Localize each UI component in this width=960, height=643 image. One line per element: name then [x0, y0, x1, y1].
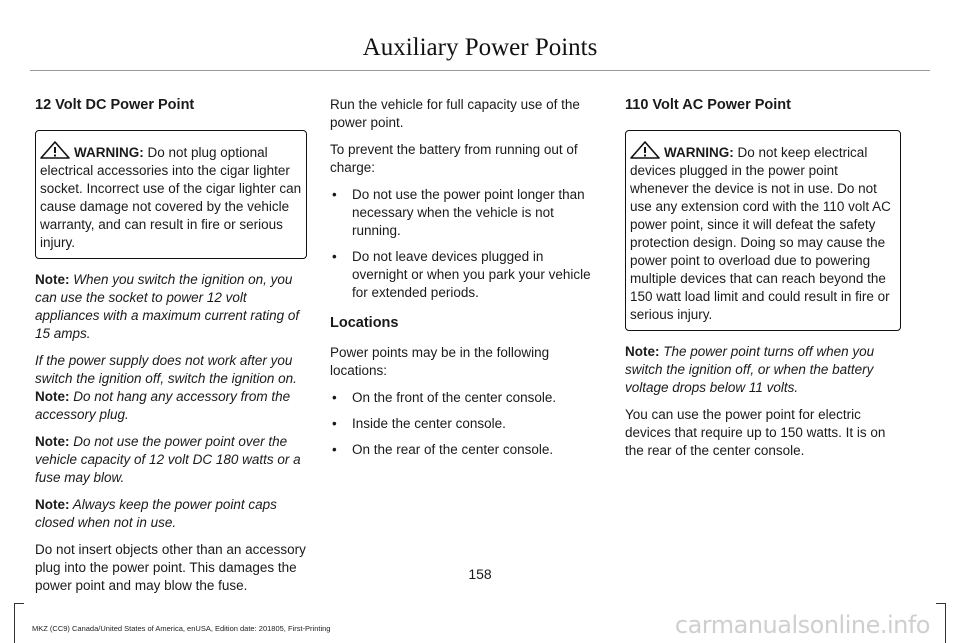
body-paragraph: Power points may be in the following locations: — [330, 345, 550, 378]
list-item-text: On the rear of the center console. — [352, 442, 554, 457]
note-text: The power point turns off when you switch the ignition off, or when the battery voltage drops below 11 volts. — [625, 344, 875, 395]
body-paragraph: You can use the power point for electric devices that require up to 150 watts. It is on the rear of the center console. — [625, 407, 886, 458]
warning-text: Do not plug optional electrical accessories into the cigar lighter socket. Incorrect use of the cigar lighter can cause damage not covered by the vehicle warranty, and can result in fire or serious injury. — [40, 145, 302, 250]
note-label: Note: — [35, 497, 70, 512]
list-item — [330, 248, 602, 302]
warning-label: WARNING: — [664, 145, 734, 160]
section-heading-12v: 12 Volt DC Power Point — [35, 97, 195, 113]
warning-text: Do not keep electrical devices plugged in the power point whenever the device is not in use. Do not use any extension cord with the 110 volt AC power point, since it will defeat the safety protection design. Doing so may cause the power point to overload due to powering multiple devices that can reach beyond the 150 watt load limit and could result in fire or serious injury. — [630, 145, 891, 322]
section-heading-locations: Locations — [330, 315, 399, 331]
bullet-icon: • — [332, 249, 337, 264]
note-text: Do not hang any accessory from the accessory plug. — [35, 389, 291, 422]
note-label: Note: — [35, 434, 70, 449]
page-number: 158 — [468, 566, 492, 582]
body-paragraph: To prevent the battery from running out of charge: — [330, 142, 578, 175]
bullet-list — [330, 389, 602, 459]
section-heading-110v: 110 Volt AC Power Point — [625, 97, 791, 113]
title-divider — [30, 70, 930, 71]
column-left — [35, 96, 307, 604]
list-item-text: Inside the center console. — [352, 416, 506, 431]
list-item — [330, 441, 602, 459]
body-text: If the power supply does not work after you switch the ignition off, switch the ignition on. — [35, 353, 297, 386]
note-paragraph — [35, 496, 307, 532]
list-item — [330, 415, 602, 433]
warning-box-110v — [625, 130, 901, 331]
body-paragraph: Do not insert objects other than an accessory plug into the power point. This damages the power point and may blow the fuse. — [35, 542, 306, 593]
note-paragraph — [35, 433, 307, 487]
page-title: Auxiliary Power Points — [362, 34, 598, 61]
bullet-icon: • — [332, 187, 337, 202]
warning-box-12v — [35, 130, 307, 259]
warning-label: WARNING: — [74, 145, 144, 160]
warning-triangle-icon — [630, 141, 660, 159]
note-text: Always keep the power point caps closed when not in use. — [35, 497, 277, 530]
note-label: Note: — [35, 272, 70, 287]
crop-mark — [14, 603, 15, 643]
column-middle — [330, 96, 602, 471]
list-item — [330, 389, 602, 407]
body-paragraph: Run the vehicle for full capacity use of the power point. — [330, 97, 580, 130]
crop-mark — [945, 603, 946, 643]
bullet-icon: • — [332, 442, 337, 457]
column-right — [625, 96, 901, 469]
watermark-logo: carmanualsonline.info — [674, 611, 930, 639]
note-paragraph — [35, 271, 307, 343]
warning-triangle-icon — [40, 141, 70, 159]
note-text: Do not use the power point over the vehicle capacity of 12 volt DC 180 watts or a fuse may blow. — [35, 434, 301, 485]
list-item-text: On the front of the center console. — [352, 390, 557, 405]
list-item — [330, 186, 602, 240]
list-item-text: Do not leave devices plugged in overnight or when you park your vehicle for extended periods. — [352, 249, 591, 300]
edition-footer: MKZ (CC9) Canada/United States of America, enUSA, Edition date: 201805, First-Printing — [32, 624, 331, 633]
bullet-list — [330, 186, 602, 302]
bullet-icon: • — [332, 416, 337, 431]
list-item-text: Do not use the power point longer than necessary when the vehicle is not running. — [352, 187, 585, 238]
crop-mark — [14, 603, 24, 604]
note-label: Note: — [625, 344, 660, 359]
note-label: Note: — [35, 389, 70, 404]
crop-mark — [936, 603, 946, 604]
note-text: When you switch the ignition on, you can use the socket to power 12 volt appliances with a maximum current rating of 15 amps. — [35, 272, 300, 341]
note-paragraph — [625, 343, 901, 397]
bullet-icon: • — [332, 390, 337, 405]
note-paragraph — [35, 388, 307, 424]
body-paragraph — [35, 352, 307, 388]
